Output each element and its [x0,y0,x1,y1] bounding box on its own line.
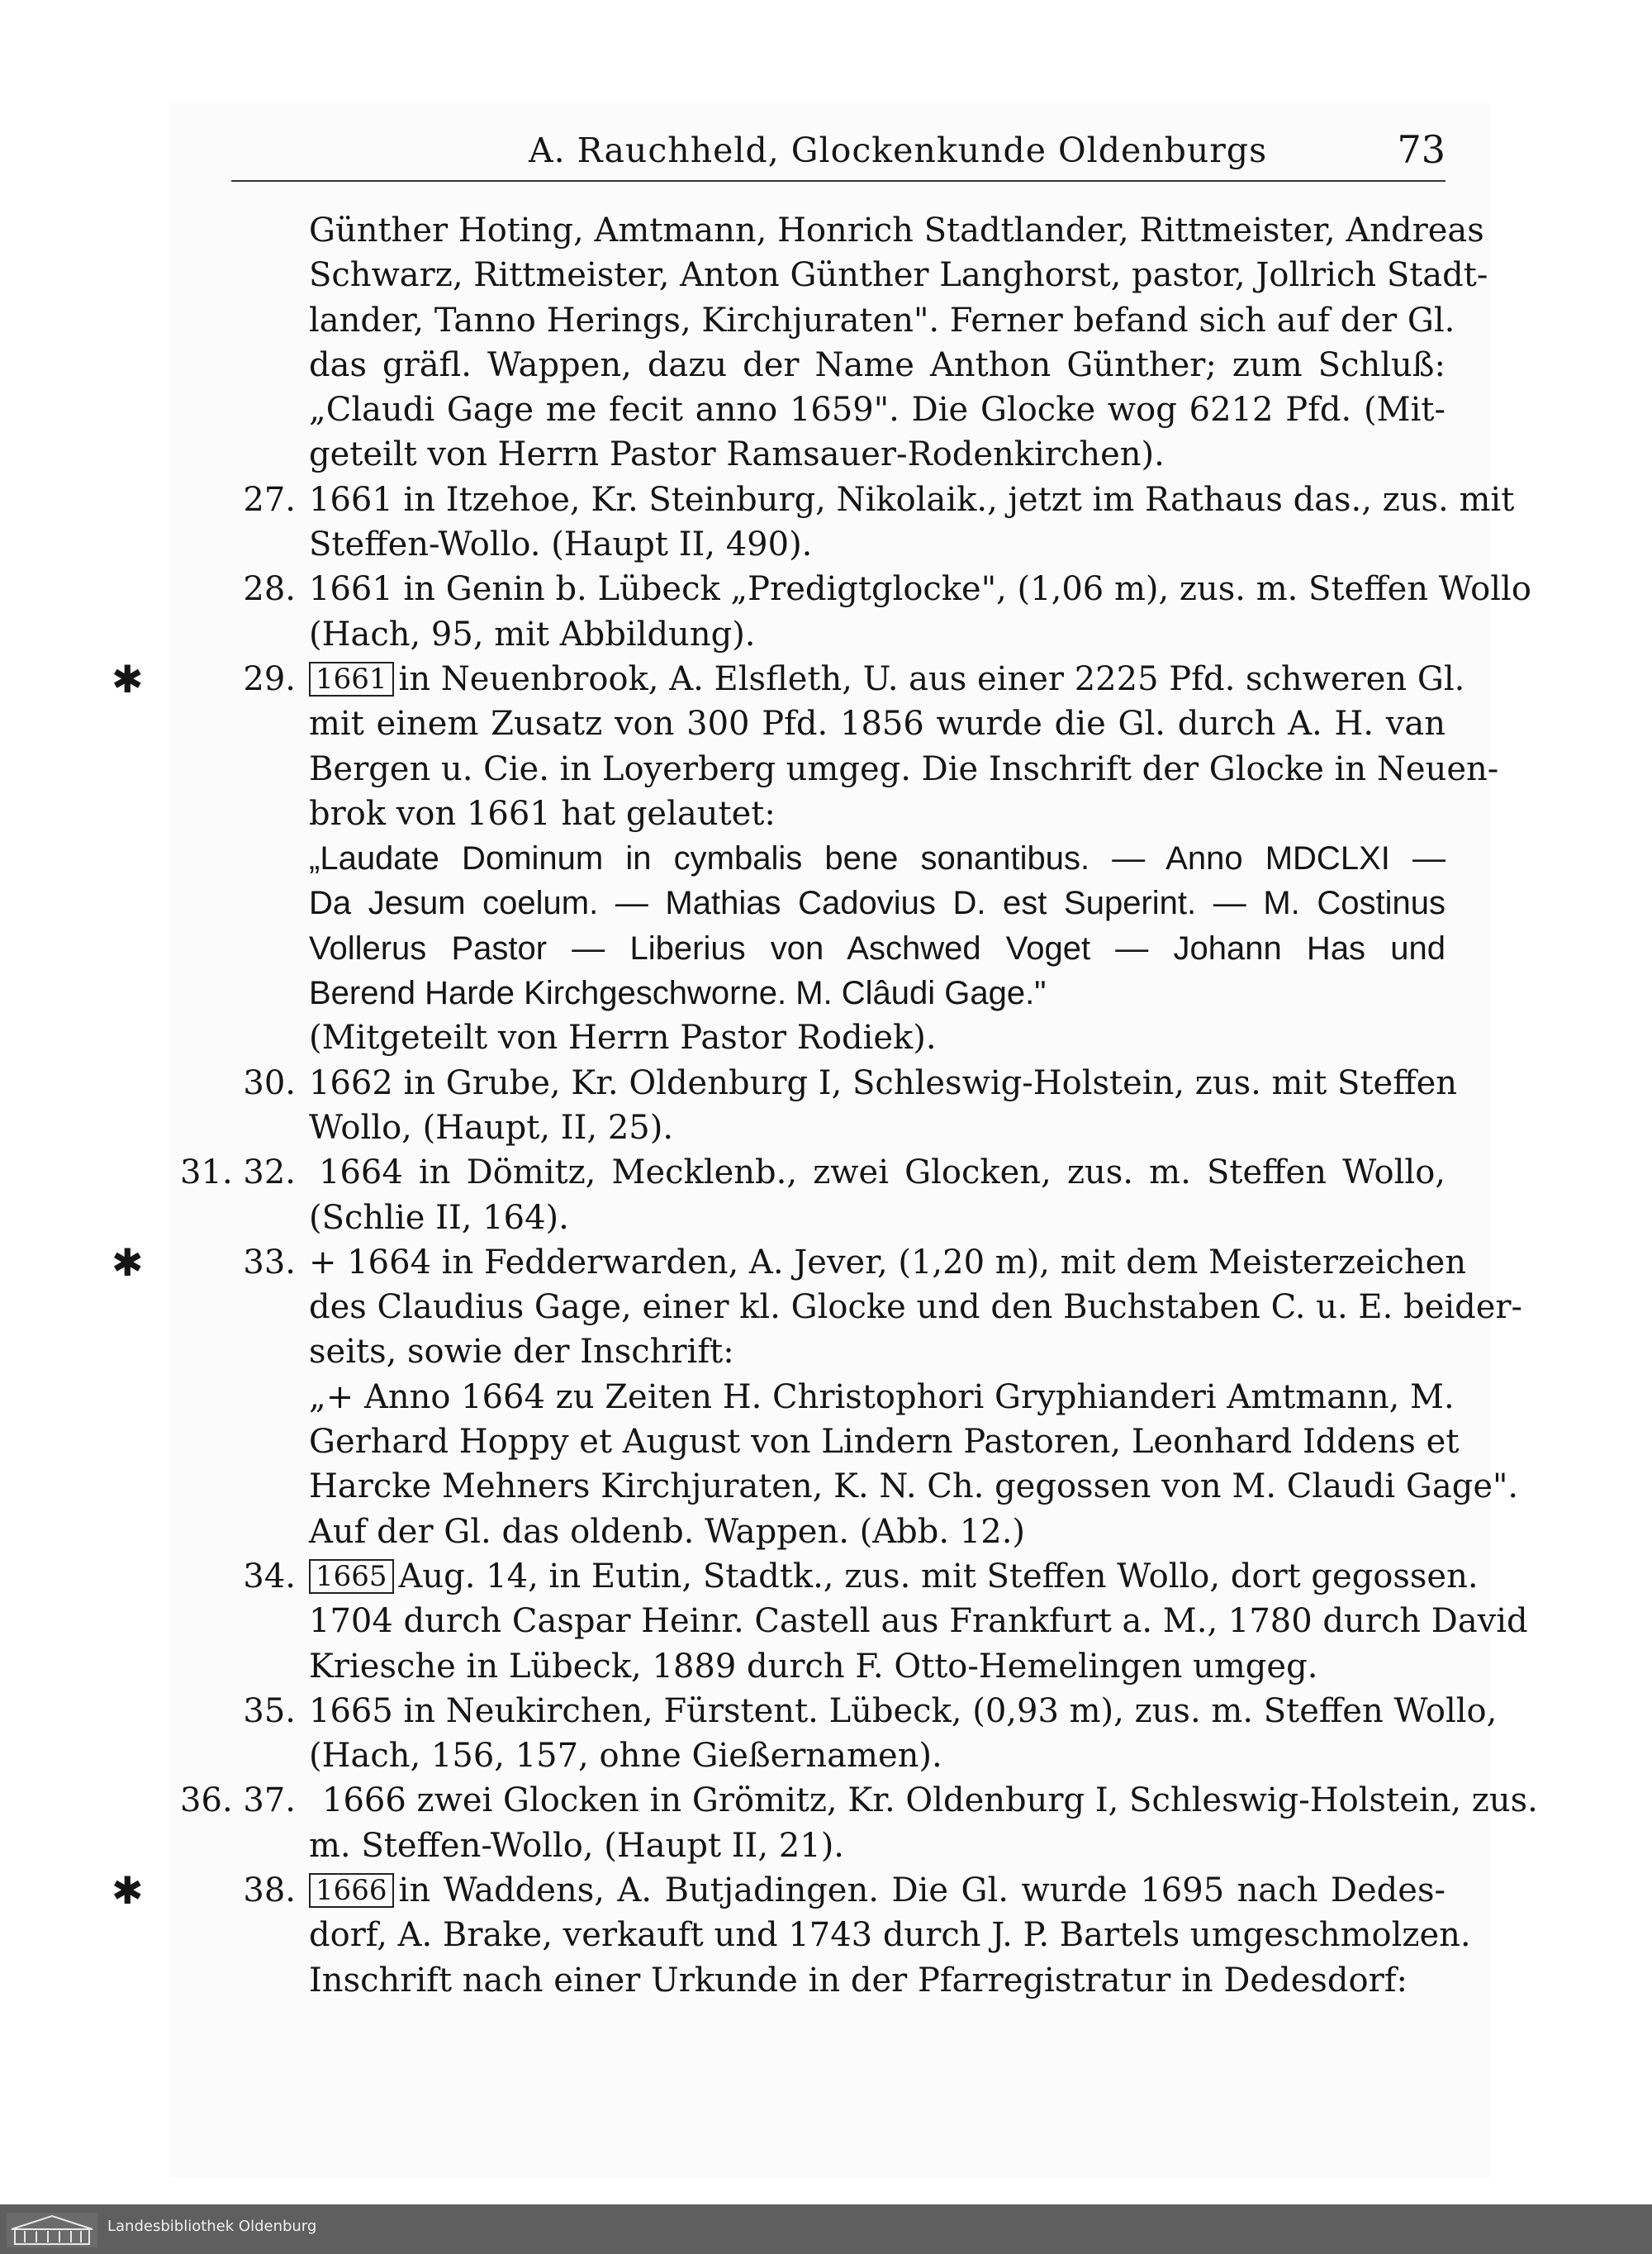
text-line: 1662 in Grube, Kr. Oldenburg I, Schleswig-Holstein, zus. mit Steffen [309,1063,1458,1102]
text-line: m. Steffen-Wollo, (Haupt II, 21). [309,1826,845,1865]
text-line: Aug. 14, in Eutin, Stadtk., zus. mit Steffen Wollo, dort gegossen. [398,1557,1479,1595]
entry-28 [198,567,1531,657]
text-line: 1666 zwei Glocken in Grömitz, Kr. Oldenburg I, Schleswig-Holstein, zus. [322,1781,1538,1820]
text-line: in Neuenbrook, A. Elsfleth, U. aus einer 2225 Pfd. schweren Gl. [398,659,1465,698]
text-line: 1661 in Genin b. Lübeck „Predigtglocke", (1,06 m), zus. m. Steffen Wollo [309,570,1531,609]
text-line: 1665 in Neukirchen, Fürstent. Lübeck, (0,93 m), zus. m. Steffen Wollo, [309,1691,1498,1730]
text-line: 1664 in Dömitz, Mecklenb., zwei Glocken, zus. m. Steffen Wollo, [319,1153,1446,1192]
entry-number: 31. 32. [180,1153,296,1192]
text-line: Harcke Mehners Kirchjuraten, K. N. Ch. gegossen von M. Claudi Gage". [309,1467,1519,1506]
entry-34 [198,1554,1528,1689]
text-line: lander, Tanno Herings, Kirchjuraten". Ferner befand sich auf der Gl. [309,301,1455,340]
entry-29 [112,656,1499,1061]
entry-38 [112,1867,1471,2003]
text-line: + 1664 in Fedderwarden, A. Jever, (1,20 m), mit dem Meisterzeichen [309,1243,1467,1282]
year-box: 1666 [309,1873,394,1908]
text-line: Inschrift nach einer Urkunde in der Pfarregistratur in Dedesdorf: [309,1961,1408,2000]
intro-paragraph [198,208,1488,478]
page-header [231,124,1446,182]
entry-35 [198,1689,1498,1779]
entry-number: 29. [243,659,296,698]
entry-33 [112,1239,1523,1554]
text-line: (Mitgeteilt von Herrn Pastor Rodiek). [309,1019,937,1058]
star-marker-icon: ✱ [112,1239,144,1285]
text-line: „Claudi Gage me fecit anno 1659". Die Glocke wog 6212 Pfd. (Mit- [309,391,1446,430]
entry-number: 35. [243,1691,296,1730]
entry-number: 34. [243,1557,296,1595]
year-box: 1661 [309,662,394,697]
text-line: des Claudius Gage, einer kl. Glocke und den Buchstaben C. u. E. beider- [309,1288,1523,1327]
text-line: Wollo, (Haupt, II, 25). [309,1108,674,1147]
entry-number: 36. 37. [180,1781,296,1820]
text-line: 1704 durch Caspar Heinr. Castell aus Frankfurt a. M., 1780 durch David [309,1602,1528,1641]
year-box: 1665 [309,1559,394,1594]
footer-label: Landesbibliothek Oldenburg [107,2218,317,2235]
entry-27 [198,478,1515,568]
quote-line: „Laudate Dominum in cymbalis bene sonantibus. — Anno MDCLXI — [309,840,1446,877]
entry-36-37 [180,1778,1538,1868]
text-line: Steffen-Wollo. (Haupt II, 490). [309,525,813,564]
text-line: „+ Anno 1664 zu Zeiten H. Christophori Gryphianderi Amtmann, M. [309,1377,1455,1416]
text-line: das gräfl. Wappen, dazu der Name Anthon Günther; zum Schluß: [309,345,1446,384]
text-line: (Schlie II, 164). [309,1198,569,1237]
text-line: geteilt von Herrn Pastor Ramsauer-Rodenkirchen). [309,435,1165,474]
text-line: (Hach, 95, mit Abbildung). [309,615,756,654]
text-line: brok von 1661 hat gelautet: [309,794,776,833]
entry-number: 27. [243,480,296,519]
quote-line: Vollerus Pastor — Liberius von Aschwed Voget — Johann Has und [309,930,1446,967]
text-line: Schwarz, Rittmeister, Anton Günther Langhorst, pastor, Jollrich Stadt- [309,256,1488,295]
text-line: Kriesche in Lübeck, 1889 durch F. Otto-Hemelingen umgeg. [309,1647,1318,1686]
text-line: (Hach, 156, 157, ohne Gießernamen). [309,1737,942,1776]
entry-number: 33. [243,1243,296,1282]
text-line: dorf, A. Brake, verkauft und 1743 durch J. P. Bartels umgeschmolzen. [309,1916,1471,1955]
entry-number: 28. [243,570,296,609]
text-line: mit einem Zusatz von 300 Pfd. 1856 wurde die Gl. durch A. H. van [309,705,1446,744]
star-marker-icon: ✱ [112,1867,144,1913]
text-line: Auf der Gl. das oldenb. Wappen. (Abb. 12.) [309,1512,1026,1551]
text-line: seits, sowie der Inschrift: [309,1333,734,1372]
quote-line: Da Jesum coelum. — Mathias Cadovius D. est Superint. — M. Costinus [309,885,1446,922]
text-line: in Waddens, A. Butjadingen. Die Gl. wurde 1695 nach Dedes- [398,1871,1446,1909]
entry-30 [198,1061,1458,1151]
body-text [112,208,1538,2003]
text-line: 1661 in Itzehoe, Kr. Steinburg, Nikolaik., jetzt im Rathaus das., zus. mit [309,480,1515,519]
star-marker-icon: ✱ [112,656,144,701]
running-title: A. Rauchheld, Glockenkunde Oldenburgs [529,131,1268,170]
library-building-icon [7,2213,97,2247]
entry-number: 38. [243,1871,296,1909]
text-line: Gerhard Hoppy et August von Lindern Pastoren, Leonhard Iddens et [309,1423,1460,1462]
header-rule [231,180,1446,182]
page-number: 73 [1397,127,1446,172]
text-line: Bergen u. Cie. in Loyerberg umgeg. Die Inschrift der Glocke in Neuen- [309,749,1499,788]
footer-bar [0,2204,1652,2254]
inscription-quote [309,836,1446,1015]
quote-line: Berend Harde Kirchgeschworne. M. Clâudi Gage." [309,975,1047,1012]
entry-31-32 [180,1150,1446,1240]
entry-number: 30. [243,1063,296,1102]
text-line: Günther Hoting, Amtmann, Honrich Stadtlander, Rittmeister, Andreas [309,212,1484,250]
